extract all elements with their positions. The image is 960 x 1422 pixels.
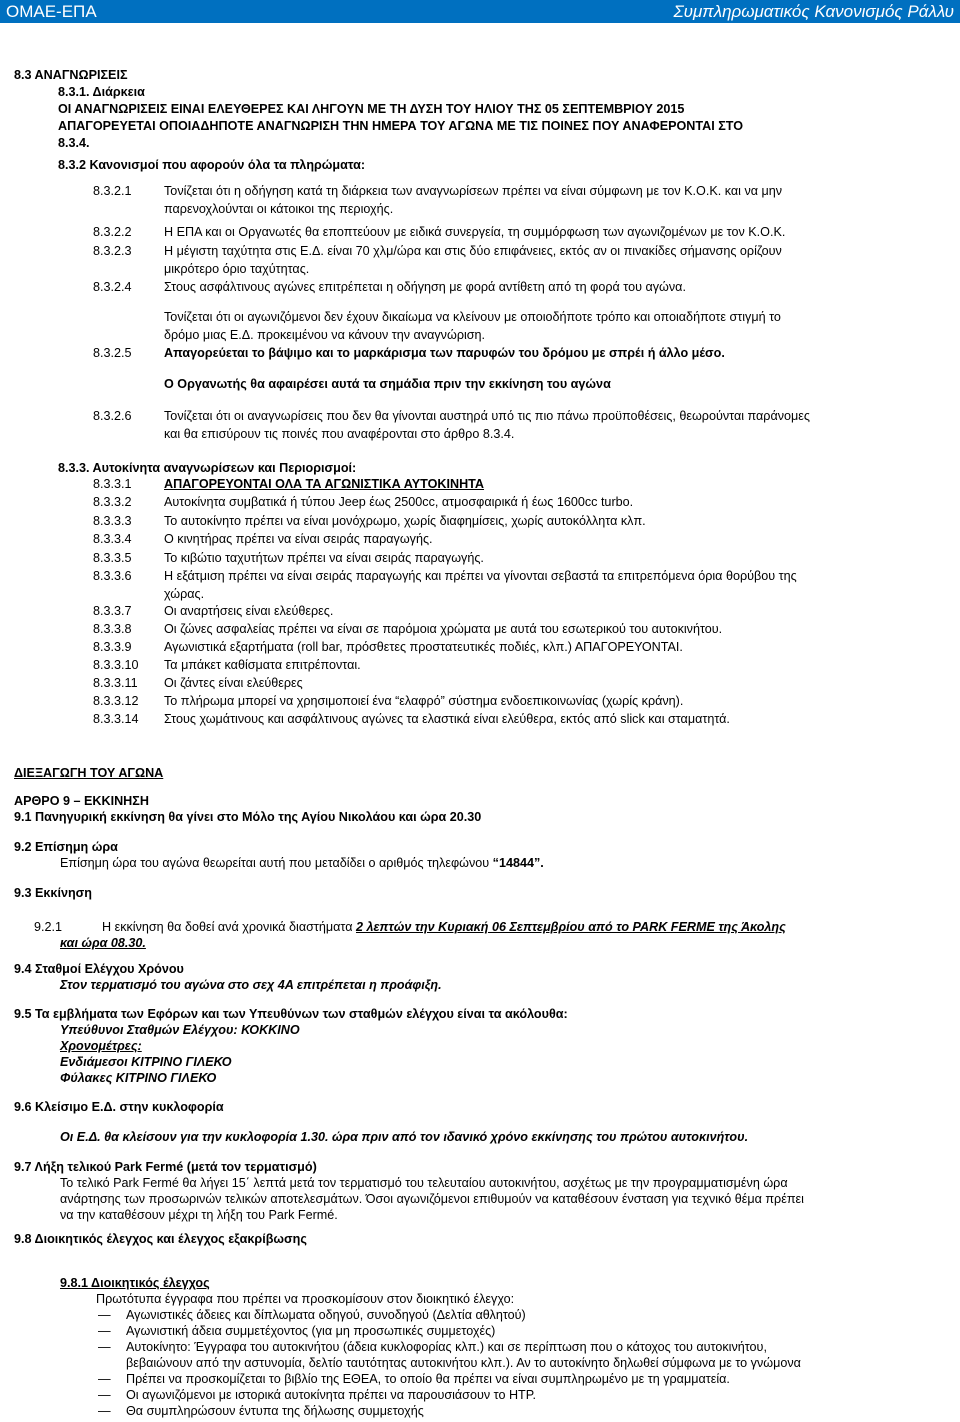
section-title: 9.5 Τα εμβλήματα των Εφόρων και των Υπευθύνων των σταθμών ελέγχου είναι τα ακόλουθα:: [14, 1007, 568, 1021]
bullet-dash: —: [98, 1324, 111, 1338]
rule-text: Η ΕΠΑ και οι Οργανωτές θα εποπτεύουν με ειδικά συνεργεία, τη συμμόρφωση των αγωνιζομένων με τον Κ.Ο.Κ.: [164, 225, 786, 239]
paragraph-line: και ώρα 08.30.: [60, 936, 146, 950]
paragraph-line: [102, 920, 786, 934]
rule-text: μικρότερο όριο ταχύτητας.: [164, 262, 310, 276]
paragraph-line: ΑΠΑΓΟΡΕΥΕΤΑΙ ΟΠΟΙΑΔΗΠΟΤΕ ΑΝΑΓΝΩΡΙΣΗ ΤΗΝ ΗΜΕΡΑ ΤΟΥ ΑΓΩΝΑ ΜΕ ΤΙΣ ΠΟΙΝΕΣ ΠΟΥ ΑΝΑΦΕΡΟΝΤΑΙ ΣΤΟ: [58, 119, 744, 133]
part-heading: ΔΙΕΞΑΓΩΓΗ ΤΟΥ ΑΓΩΝΑ: [14, 766, 164, 780]
bullet-text: βεβαιώνουν από την αστυνομία, δελτίο ταυτότητας αυτοκινήτου κλπ.). Αν το αυτοκίνητο δηλωθεί σύμφωνα με το γνώμονα: [126, 1356, 801, 1370]
rule-text: και θα επισύρουν τις ποινές που αναφέρονται στο άρθρο 8.3.4.: [164, 427, 515, 441]
bullet-dash: —: [98, 1372, 111, 1386]
paragraph-line: Ενδιάμεσοι ΚΙΤΡΙΝΟ ΓΙΛΕΚΟ: [60, 1055, 232, 1069]
bullet-text: Αγωνιστική άδεια συμμετέχοντος (για μη προσωπικές συμμετοχές): [126, 1324, 496, 1338]
start-time-detail: 2 λεπτών την Κυριακή 06 Σεπτεμβρίου από το PARK FERME της Άκολης: [356, 920, 786, 934]
rule-number: 9.2.1: [34, 920, 63, 934]
rule-text: Τονίζεται ότι η οδήγηση κατά τη διάρκεια των αναγνωρίσεων πρέπει να είναι σύμφωνη με τον Κ.Ο.Κ. και να μην: [164, 184, 783, 198]
page-header: [0, 0, 960, 23]
section-title: 9.4 Σταθμοί Ελέγχου Χρόνου: [14, 962, 184, 976]
rule-text: Απαγορεύεται το βάψιμο και το μαρκάρισμα των παρυφών του δρόμου με σπρέι ή άλλο μέσο.: [164, 346, 725, 360]
item-number: 8.3.3.10: [93, 658, 139, 672]
bullet-text: Αυτοκίνητο: Έγγραφα του αυτοκινήτου (άδεια κυκλοφορίας κλπ.) και σε περίπτωση που ο κάτοχος του αυτοκινήτου,: [126, 1340, 767, 1354]
header-org: ΟΜΑΕ-ΕΠΑ: [6, 2, 97, 21]
rule-number: 8.3.2.1: [93, 184, 132, 198]
section-title: 9.8 Διοικητικός έλεγχος και έλεγχος εξακρίβωσης: [14, 1232, 307, 1246]
paragraph-line: Χρονομέτρες:: [60, 1039, 142, 1053]
start-text: Η εκκίνηση θα δοθεί ανά χρονικά διαστήματα: [102, 920, 356, 934]
paragraph-line: 8.3.4.: [58, 136, 90, 150]
item-number: 8.3.3.3: [93, 514, 132, 528]
item-text: Το πλήρωμα μπορεί να χρησιμοποιεί ένα “ελαφρό” σύστημα ενδοεπικοινωνίας (χωρίς κράνη).: [164, 694, 684, 708]
item-text: Οι αναρτήσεις είναι ελεύθερες.: [164, 604, 334, 618]
paragraph-line: Φύλακες ΚΙΤΡΙΝΟ ΓΙΛΕΚΟ: [60, 1071, 217, 1085]
paragraph-line: ανάρτησης των προσωρινών τελικών αποτελεσμάτων. Όσοι αγωνιζόμενοι επιθυμούν να καταθέσουν ένσταση για τεχνικό θέμα πρέπει: [60, 1192, 804, 1206]
item-text: Τα μπάκετ καθίσματα επιτρέπονται.: [164, 658, 361, 672]
subsection-title: 8.3.3. Αυτοκίνητα αναγνωρίσεων και Περιορισμοί:: [58, 461, 357, 475]
subsection-title: 9.8.1 Διοικητικός έλεγχος: [60, 1276, 210, 1290]
rule-text: Στους ασφάλτινους αγώνες επιτρέπεται η οδήγηση με φορά αντίθετη από τη φορά του αγώνα.: [164, 280, 686, 294]
section-title: 9.3 Εκκίνηση: [14, 886, 92, 900]
item-text: Αγωνιστικά εξαρτήματα (roll bar, πρόσθετες προστατευτικές ποδιές, κλπ.) ΑΠΑΓΟΡΕΥΟΝΤΑΙ.: [164, 640, 683, 654]
item-text: χώρας.: [164, 587, 205, 601]
subsection-title: 8.3.1. Διάρκεια: [58, 85, 145, 99]
paragraph-line: Το τελικό Park Fermé θα λήγει 15΄ λεπτά μετά τον τερματισμό του τελευταίου αυτοκινήτου, ασχέτως με την προγραμματισμένη ώρα: [60, 1176, 788, 1190]
paragraph-line: ΟΙ ΑΝΑΓΝΩΡΙΣΕΙΣ ΕΙΝΑΙ ΕΛΕΥΘΕΡΕΣ ΚΑΙ ΛΗΓΟΥΝ ΜΕ ΤΗ ΔΥΣΗ ΤΟΥ ΗΛΙΟΥ ΤΗΣ 05 ΣΕΠΤΕΜΒΡΙΟΥ 2015: [58, 102, 685, 116]
paragraph-line: [60, 856, 544, 870]
item-number: 8.3.3.9: [93, 640, 132, 654]
item-text: ΑΠΑΓΟΡΕΥΟΝΤΑΙ ΟΛΑ ΤΑ ΑΓΩΝΙΣΤΙΚΑ ΑΥΤΟΚΙΝΗΤΑ: [164, 477, 485, 491]
section-title: 8.3 ΑΝΑΓΝΩΡΙΣΕΙΣ: [14, 68, 128, 82]
bullet-dash: —: [98, 1404, 111, 1418]
rule-number: 8.3.2.3: [93, 244, 132, 258]
rule-text: Τονίζεται ότι οι αναγνωρίσεις που δεν θα γίνονται αυστηρά υπό τις πιο πάνω προϋποθέσεις, θεωρούνται παράνομες: [164, 409, 810, 423]
paragraph-line: να την καταθέσουν μέχρι τη λήξη του Park Fermé.: [60, 1208, 338, 1222]
item-text: Οι ζάντες είναι ελεύθερες: [164, 676, 303, 690]
item-text: Η εξάτμιση πρέπει να είναι σειράς παραγωγής και πρέπει να γίνονται σεβαστά τα επιτρεπόμενα όρια θορύβου της: [164, 569, 797, 583]
subsection-title: 8.3.2 Κανονισμοί που αφορούν όλα τα πληρώματα:: [58, 158, 366, 172]
item-number: 8.3.3.2: [93, 495, 132, 509]
item-text: Στους χωμάτινους και ασφάλτινους αγώνες τα ελαστικά είναι ελεύθερα, εκτός από slick και σταματητά.: [164, 712, 730, 726]
rule-note: Ο Οργανωτής θα αφαιρέσει αυτά τα σημάδια πριν την εκκίνηση του αγώνα: [164, 377, 611, 391]
official-time-text: Επίσημη ώρα του αγώνα θεωρείται αυτή που μεταδίδει ο αριθμός τηλεφώνου: [60, 856, 493, 870]
item-number: 8.3.3.8: [93, 622, 132, 636]
item-text: Ο κινητήρας πρέπει να είναι σειράς παραγωγής.: [164, 532, 433, 546]
paragraph-line: Οι Ε.Δ. θα κλείσουν για την κυκλοφορία 1.30. ώρα πριν από τον ιδανικό χρόνο εκκίνησης του πρώτου αυτοκινήτου.: [60, 1130, 749, 1144]
item-number: 8.3.3.1: [93, 477, 132, 491]
rule-note: Τονίζεται ότι οι αγωνιζόμενοι δεν έχουν δικαίωμα να κλείνουν με οποιοδήποτε τρόπο και οποιαδήποτε στιγμή το: [164, 310, 781, 324]
rule-note: δρόμο μιας Ε.Δ. προκειμένου να κάνουν την αναγνώριση.: [164, 328, 486, 342]
bullet-dash: —: [98, 1340, 111, 1354]
rule-number: 8.3.2.6: [93, 409, 132, 423]
rule-text: Η μέγιστη ταχύτητα στις Ε.Δ. είναι 70 χλμ/ώρα και στις δύο επιφάνειες, εκτός αν οι πινακίδες σήμανσης ορίζουν: [164, 244, 782, 258]
rule-number: 8.3.2.5: [93, 346, 132, 360]
section-title: 9.1 Πανηγυρική εκκίνηση θα γίνει στο Μόλο της Αγίου Νικολάου και ώρα 20.30: [14, 810, 482, 824]
section-title: 9.2 Επίσημη ώρα: [14, 840, 118, 854]
bullet-dash: —: [98, 1388, 111, 1402]
paragraph-line: Στον τερματισμό του αγώνα στο σεχ 4Α επιτρέπεται η προάφιξη.: [60, 978, 442, 992]
article-title: ΑΡΘΡΟ 9 – ΕΚΚΙΝΗΣΗ: [14, 794, 149, 808]
item-number: 8.3.3.4: [93, 532, 132, 546]
item-text: Οι ζώνες ασφαλείας πρέπει να είναι σε παρόμοια χρώματα με αυτά του εσωτερικού του αυτοκινήτου.: [164, 622, 723, 636]
rule-number: 8.3.2.2: [93, 225, 132, 239]
bullet-dash: —: [98, 1308, 111, 1322]
item-number: 8.3.3.6: [93, 569, 132, 583]
rule-text: παρενοχλούνται οι κάτοικοι της περιοχής.: [164, 202, 394, 216]
item-text: Αυτοκίνητα συμβατικά ή τύπου Jeep έως 2500cc, ατμοσφαιρικά ή έως 1600cc turbo.: [164, 495, 634, 509]
item-number: 8.3.3.7: [93, 604, 132, 618]
bullet-text: Αγωνιστικές άδειες και δίπλωματα οδηγού, συνοδηγού (Δελτία αθλητού): [126, 1308, 526, 1322]
section-title: 9.6 Κλείσιμο Ε.Δ. στην κυκλοφορία: [14, 1100, 224, 1114]
paragraph-line: Πρωτότυπα έγγραφα που πρέπει να προσκομίσουν στον διοικητικό έλεγχο:: [96, 1292, 515, 1306]
item-number: 8.3.3.14: [93, 712, 139, 726]
bullet-text: Θα συμπληρώσουν έντυπα της δήλωσης συμμετοχής: [126, 1404, 424, 1418]
rule-number: 8.3.2.4: [93, 280, 132, 294]
section-title: 9.7 Λήξη τελικού Park Fermé (μετά τον τερματισμό): [14, 1160, 317, 1174]
paragraph-line: Υπεύθυνοι Σταθμών Ελέγχου: ΚΟΚΚΙΝΟ: [60, 1023, 300, 1037]
phone-number: “14844”.: [492, 856, 544, 870]
bullet-text: Οι αγωνιζόμενοι με ιστορικά αυτοκίνητα πρέπει να παρουσιάσουν το HTP.: [126, 1388, 537, 1402]
item-text: Το αυτοκίνητο πρέπει να είναι μονόχρωμο, χωρίς διαφημίσεις, χωρίς αυτοκόλλητα κλπ.: [164, 514, 646, 528]
item-number: 8.3.3.5: [93, 551, 132, 565]
item-text: Το κιβώτιο ταχυτήτων πρέπει να είναι σειράς παραγωγής.: [164, 551, 484, 565]
item-number: 8.3.3.11: [93, 676, 138, 690]
item-number: 8.3.3.12: [93, 694, 139, 708]
bullet-text: Πρέπει να προσκομίζεται το βιβλίο της ΕΘΕΑ, το οποίο θα πρέπει να είναι συμπληρωμένο με τη γραμματεία.: [126, 1372, 730, 1386]
header-doc-title: Συμπληρωματικός Κανονισμός Ράλλυ: [673, 2, 954, 21]
